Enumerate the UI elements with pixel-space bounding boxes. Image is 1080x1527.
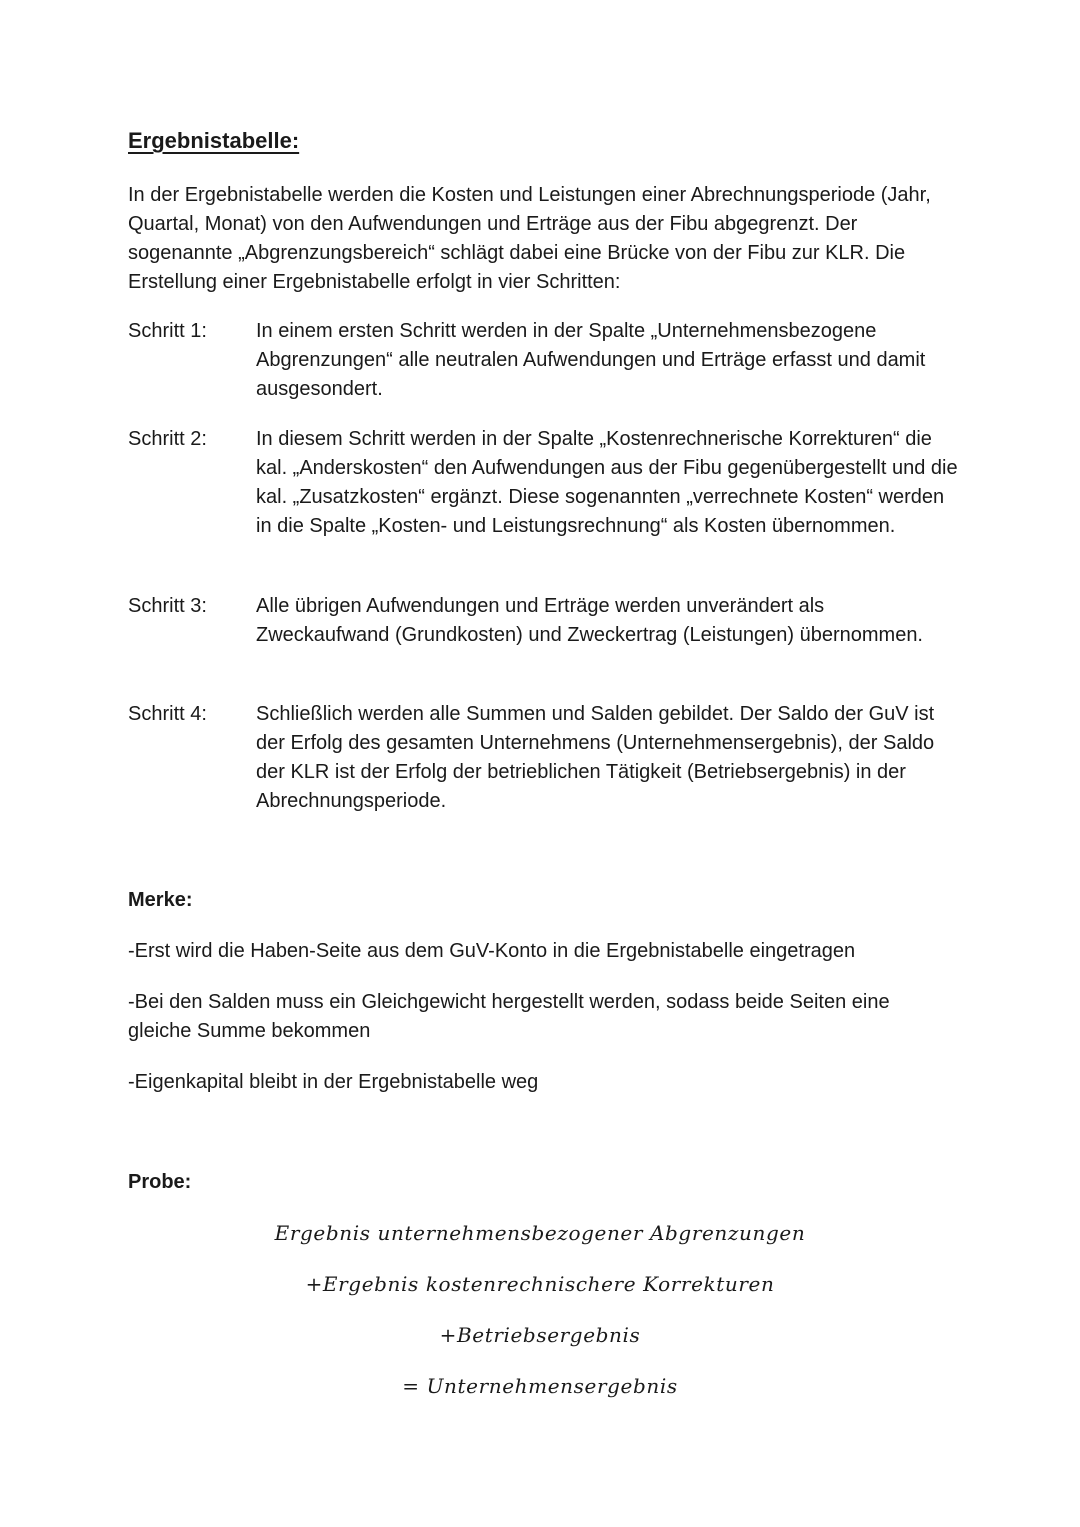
step-3 bbox=[128, 592, 958, 650]
step-4 bbox=[128, 700, 958, 816]
step-2-label: Schritt 2: bbox=[128, 428, 207, 450]
step-1-text: In einem ersten Schritt werden in der Spalte „Unternehmensbezogene Abgrenzungen“ alle neutralen Aufwendungen und Erträge erfasst und damit ausgesondert. bbox=[256, 320, 926, 400]
formula-line-1: Ergebnis unternehmensbezogener Abgrenzungen bbox=[274, 1221, 806, 1245]
step-2-text: In diesem Schritt werden in der Spalte „Kostenrechnerische Korrekturen“ die kal. „Anderskosten“ den Aufwendungen aus der Fibu gegenübergestellt und die kal. „Zusatzkosten“ ergänzt. Diese sogenannten „verrechnete Kosten“ werden in die Spalte „Kosten- und Leistungsrechnung“ als Kosten übernommen. bbox=[256, 428, 958, 537]
step-4-text: Schließlich werden alle Summen und Salden gebildet. Der Saldo der GuV ist der Erfolg des gesamten Unternehmens (Unternehmensergebnis), der Saldo der KLR ist der Erfolg der betrieblichen Tätigkeit (Betriebsergebnis) in der Abrechnungsperiode. bbox=[256, 703, 935, 812]
intro-paragraph: In der Ergebnistabelle werden die Kosten und Leistungen einer Abrechnungsperiode (Jahr, Quartal, Monat) von den Aufwendungen und Erträge aus der Fibu abgegrenzt. Der sogenannte „Abgrenzungsbereich“ schlägt dabei eine Brücke von der Fibu zur KLR. Die Erstellung einer Ergebnistabelle erfolgt in vier Schritten: bbox=[128, 184, 931, 293]
step-1 bbox=[128, 317, 958, 404]
merke-heading: Merke: bbox=[128, 889, 193, 911]
step-2 bbox=[128, 425, 958, 541]
page-title: Ergebnistabelle: bbox=[128, 128, 300, 153]
merke-note-1: -Erst wird die Haben-Seite aus dem GuV-Konto in die Ergebnistabelle eingetragen bbox=[128, 940, 856, 962]
formula-line-4: = Unternehmensergebnis bbox=[402, 1374, 678, 1398]
step-3-label: Schritt 3: bbox=[128, 595, 207, 617]
merke-note-2: -Bei den Salden muss ein Gleichgewicht hergestellt werden, sodass beide Seiten eine gleiche Summe bekommen bbox=[128, 991, 890, 1042]
step-1-label: Schritt 1: bbox=[128, 320, 207, 342]
formula-line-3: +Betriebsergebnis bbox=[439, 1323, 641, 1347]
probe-heading: Probe: bbox=[128, 1171, 192, 1193]
step-3-text: Alle übrigen Aufwendungen und Erträge werden unverändert als Zweckaufwand (Grundkosten) und Zweckertrag (Leistungen) übernommen. bbox=[256, 595, 923, 646]
merke-note-3: -Eigenkapital bleibt in der Ergebnistabelle weg bbox=[128, 1071, 539, 1093]
formula-line-2: +Ergebnis kostenrechnischere Korrekturen bbox=[305, 1272, 775, 1296]
step-4-label: Schritt 4: bbox=[128, 703, 207, 725]
